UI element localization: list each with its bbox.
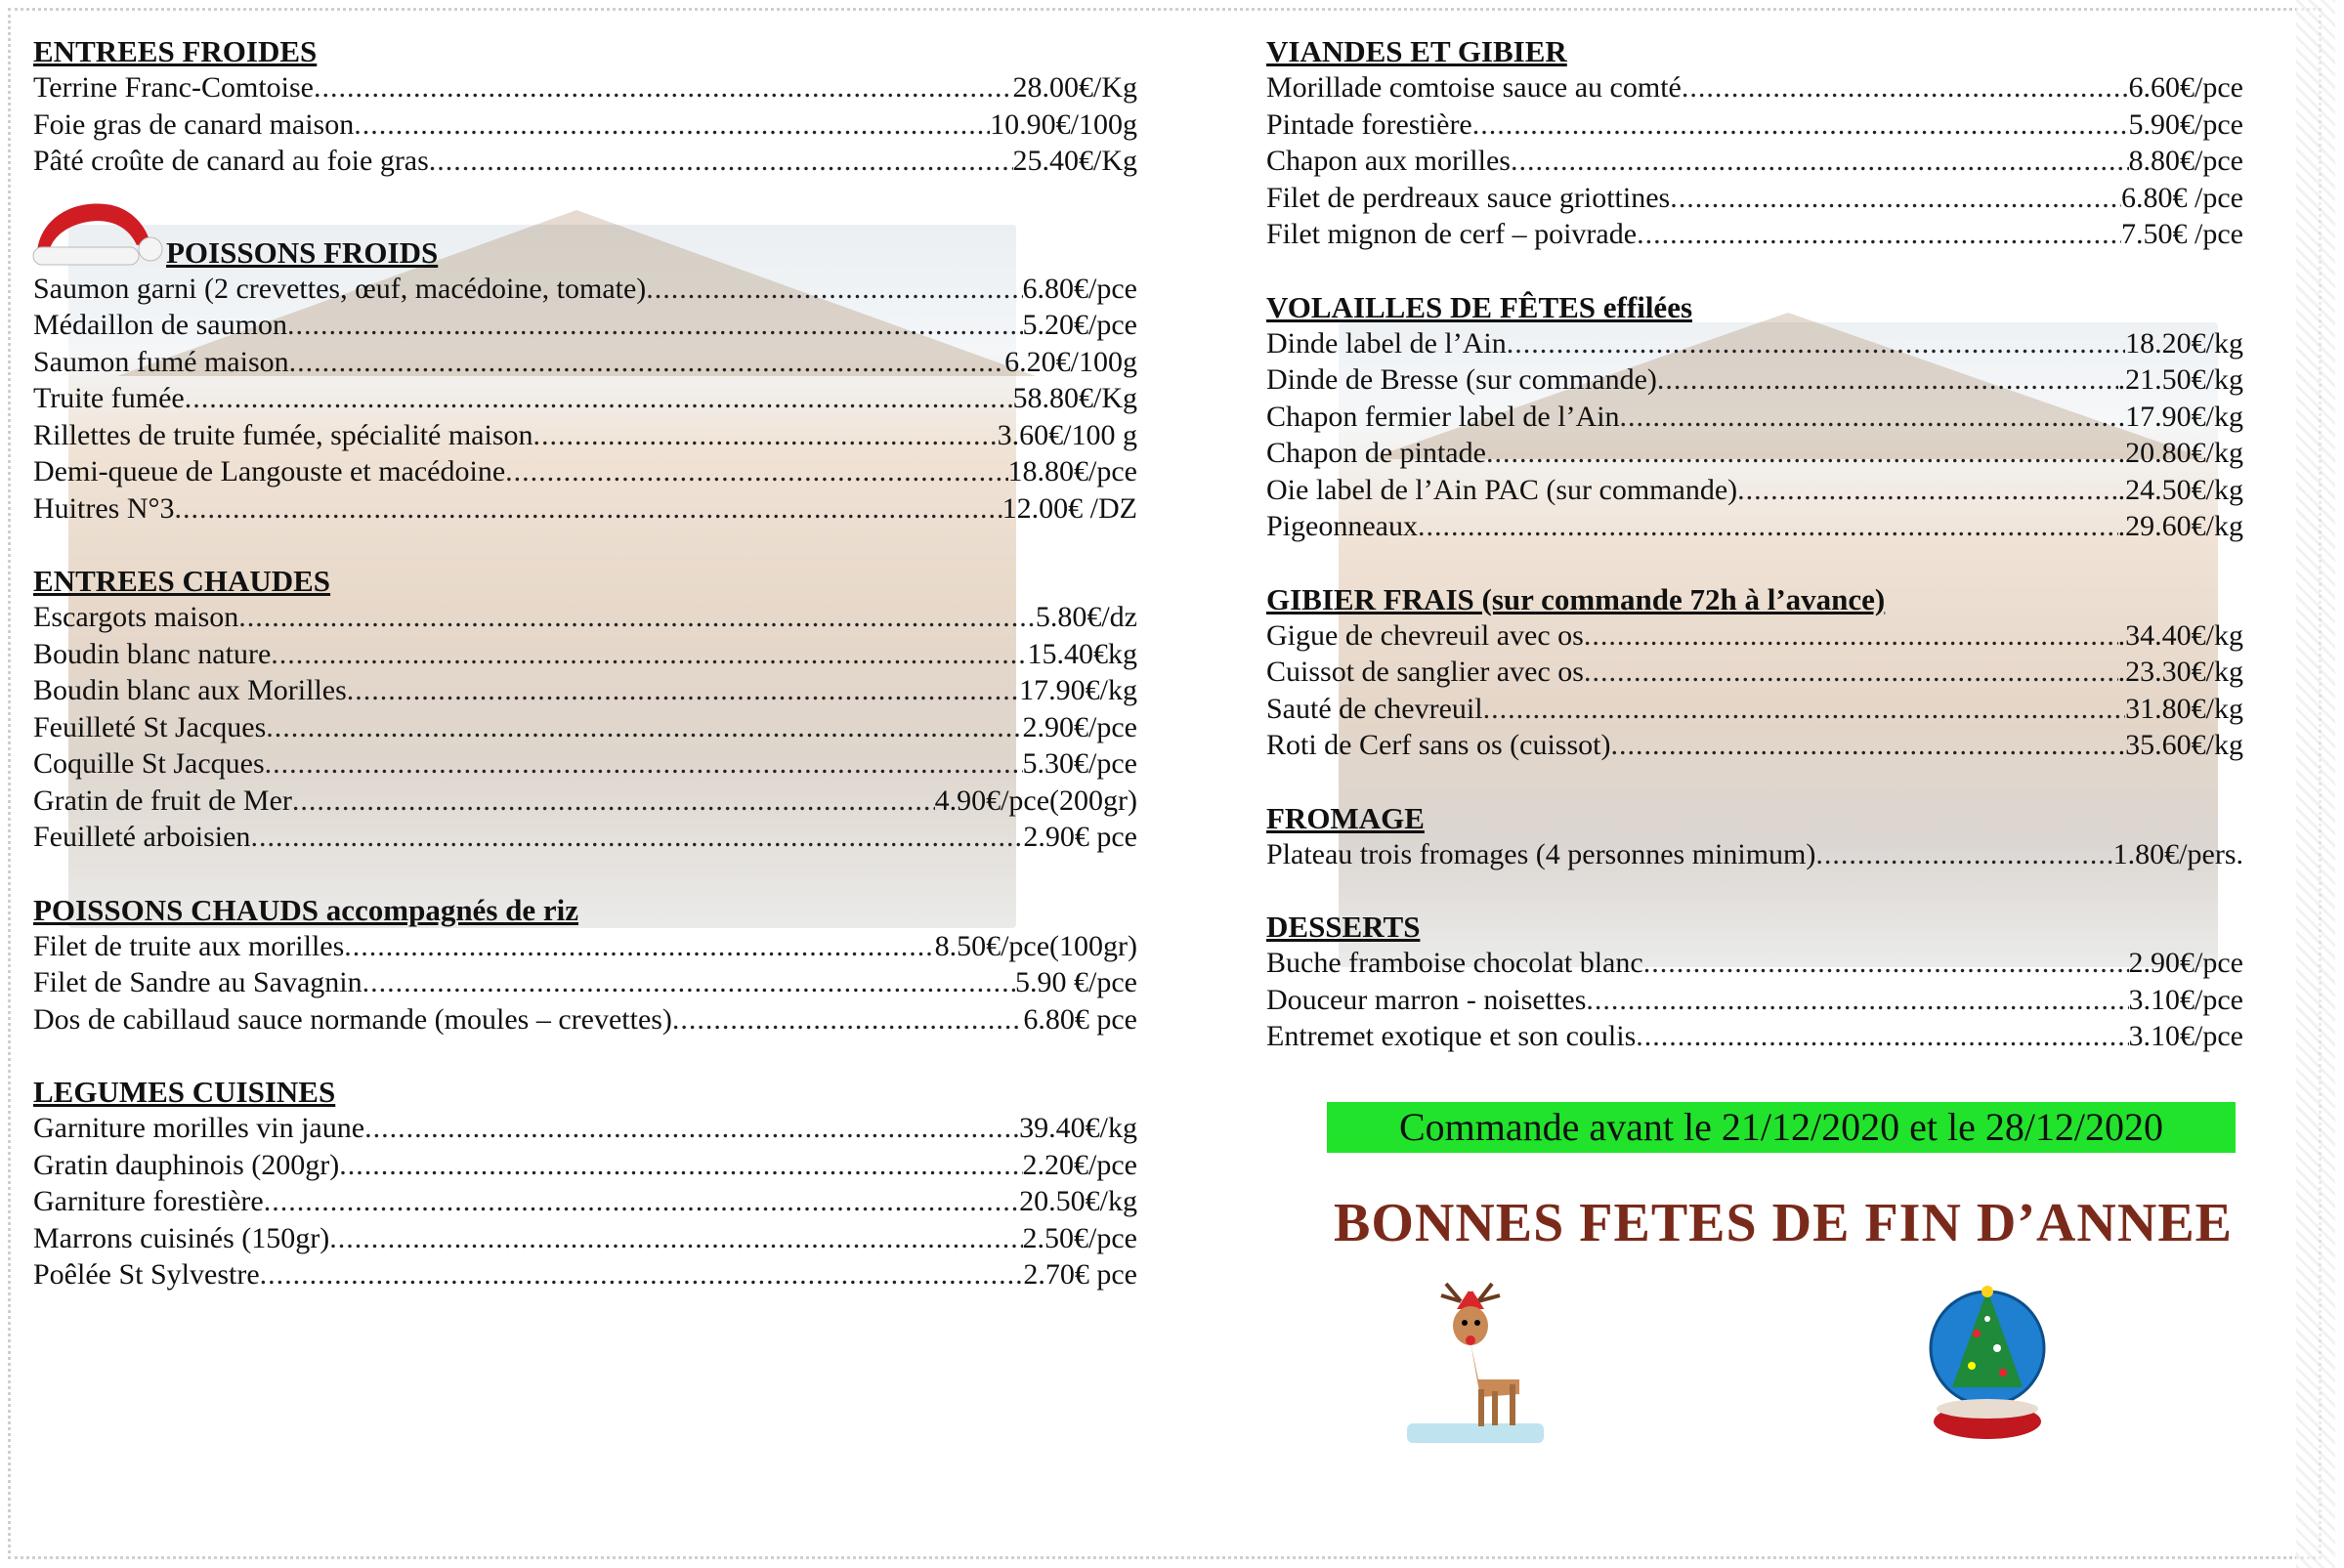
dot-leader [1637,216,2121,253]
item-price: 6.20€/100g [1004,345,1137,378]
menu-item [1266,399,2243,436]
item-price: 5.30€/pce [1022,747,1137,780]
item-name: Boudin blanc aux Morilles [33,674,347,706]
dot-leader [646,271,1022,308]
item-price: 6.80€ pce [1023,1002,1137,1036]
menu-section [33,1074,1137,1293]
item-price: 3.60€/100 g [997,418,1137,451]
item-name: Roti de Cerf sans os (cuissot) [1266,729,1611,761]
dot-leader [266,709,1022,746]
section-title: ENTREES FROIDES [33,34,318,68]
dot-leader [1657,361,2118,399]
dot-leader [238,599,1036,636]
item-name: Saumon garni (2 crevettes, œuf, macédoine, tomate) [33,272,647,305]
dot-leader [271,636,1027,673]
item-price: 10.90€/100g [990,107,1137,141]
section-heading [1266,909,2243,945]
item-price: 15.40€kg [1027,637,1137,670]
menu-left-column [33,33,1137,1330]
section-title: ENTREES CHAUDES [33,564,331,598]
item-name: Poêlée St Sylvestre [33,1258,260,1291]
menu-item [33,307,1137,344]
item-name: Sauté de chevreuil [1266,692,1483,725]
item-name: Médaillon de saumon [33,309,287,341]
item-name: Coquille St Jacques [33,747,265,780]
menu-item [1266,508,2243,545]
santa-hat-icon [29,192,166,271]
item-price: 1.80€/pers. [2112,837,2243,870]
dot-leader [362,964,1015,1001]
order-deadline-banner: Commande avant le 21/12/2020 et le 28/12/2020 [1327,1102,2236,1153]
menu-item [33,1001,1137,1038]
dot-leader [174,490,1002,528]
menu-item [33,819,1137,856]
item-price: 5.80€/dz [1035,601,1137,633]
menu-item [33,964,1137,1001]
dot-leader [265,745,1023,783]
section-title: VIANDES ET GIBIER [1266,34,1567,68]
item-price: 58.80€/Kg [1012,382,1137,414]
item-name: Foie gras de canard maison [33,107,355,141]
item-price: 18.20€/kg [2125,326,2243,360]
section-title: DESSERTS [1266,910,1421,944]
menu-item [33,1256,1137,1293]
menu-section [33,892,1137,1038]
item-price: 8.50€/pce(100gr) [934,929,1137,962]
item-name: Gratin de fruit de Mer [33,784,292,817]
menu-item [33,69,1137,106]
item-name: Garniture morilles vin jaune [33,1112,365,1144]
dot-leader [292,783,935,820]
dot-leader [1511,143,2129,180]
item-price: .35.60€/kg [2117,729,2243,761]
dot-leader [250,819,1023,856]
item-name: Morillade comtoise sauce au comté [1266,71,1682,104]
menu-section [1266,800,2243,873]
dot-leader [289,344,1005,381]
dot-leader [1483,691,2126,728]
dot-leader [1670,180,2121,217]
item-price: 2.90€/pce [2128,947,2243,979]
item-name: Filet de Sandre au Savagnin [33,966,362,998]
section-heading [1266,800,2243,836]
dot-leader [505,453,1007,490]
item-price: .21.50€/kg [2117,363,2243,396]
menu-item [1266,654,2243,691]
item-name: Cuissot de sanglier avec os [1266,656,1584,688]
item-price: 18.80€/pce [1007,455,1137,487]
item-price: .20.80€/kg [2117,437,2243,469]
menu-section [1266,33,2243,253]
item-price: 20.50€/kg [1019,1185,1137,1217]
item-name: Douceur marron - noisettes [1266,983,1587,1016]
item-name: Chapon aux morilles [1266,145,1511,177]
item-price: 2.90€/pce [1022,710,1137,743]
item-price: 8.80€/pce [2128,145,2243,177]
item-name: Huitres N°3 [33,491,175,525]
dot-leader [329,1220,1022,1257]
section-title: POISSONS FROIDS [166,234,439,270]
dot-leader [364,1110,1019,1147]
menu-item [1266,69,2243,106]
menu-section [1266,909,2243,1055]
dot-leader [1586,982,2128,1019]
menu-item [1266,180,2243,217]
menu-item [33,928,1137,965]
menu-section [33,192,1137,528]
item-name: Dinde de Bresse (sur commande) [1266,363,1657,396]
item-name: Pintade forestière [1266,107,1472,141]
item-name: Demi-queue de Langouste et macédoine [33,455,506,487]
section-title: FROMAGE [1266,800,1425,835]
menu-item [33,453,1137,490]
item-name: Terrine Franc-Comtoise [33,71,314,104]
menu-item [33,783,1137,820]
menu-section [1266,289,2243,545]
item-name: Dinde label de l’Ain [1266,326,1507,360]
item-price: 2.70€ pce [1023,1258,1137,1291]
item-price: 5.90 €/pce [1015,966,1137,998]
item-price: 31.80€/kg [2125,692,2243,725]
reindeer-icon [1402,1282,1549,1448]
menu-section [33,33,1137,180]
item-price: 12.00€ /DZ [1002,491,1137,525]
item-price: 17.90€/kg [1019,674,1137,706]
section-heading [1266,33,2243,69]
item-name: Chapon fermier label de l’Ain [1266,400,1620,433]
menu-item [1266,216,2243,253]
item-price: .23.30€/kg [2117,656,2243,688]
menu-item [1266,982,2243,1019]
item-price: .17.90€/kg [2117,400,2243,433]
menu-item [33,344,1137,381]
item-price: 25.40€/Kg [1012,145,1137,177]
menu-item [1266,435,2243,472]
item-price: 7.50€ /pce [2121,218,2243,250]
dot-leader [185,380,1013,417]
section-title: GIBIER FRAIS (sur commande 72h à l’avance) [1266,581,1886,616]
item-name: Chapon de pintade [1266,437,1486,469]
section-heading [1266,581,2243,617]
dot-leader [354,106,990,144]
dot-leader [1682,69,2129,106]
menu-section [33,563,1137,856]
item-price: 5.90€/pce [2128,107,2243,141]
item-price: 5.20€/pce [1022,309,1137,341]
dot-leader [260,1256,1024,1293]
section-heading [33,33,1137,69]
dot-leader [347,672,1019,709]
item-name: Escargots maison [33,601,239,633]
item-price: 6.80€ /pce [2121,181,2243,214]
item-name: Plateau trois fromages (4 personnes minimum) [1266,837,1816,870]
dot-leader [344,928,934,965]
section-title: LEGUMES CUISINES [33,1075,336,1109]
dot-leader [1507,325,2125,362]
menu-item [33,745,1137,783]
menu-section [1266,581,2243,764]
item-price: 39.40€/kg [1019,1112,1137,1144]
item-price: 3.10€/pce [2128,983,2243,1016]
item-price: .34.40€/kg [2117,618,2243,652]
menu-item [1266,143,2243,180]
section-heading [33,563,1137,599]
menu-item [33,1220,1137,1257]
dot-leader [287,307,1023,344]
item-name: Pigeonneaux [1266,510,1418,542]
section-heading [33,1074,1137,1110]
menu-item [33,599,1137,636]
section-heading [1266,289,2243,325]
item-name: Filet de truite aux morilles [33,929,345,962]
item-price: 2.20€/pce [1022,1148,1137,1181]
item-price: .24.50€/kg [2117,473,2243,506]
menu-item [33,1147,1137,1184]
menu-item [1266,106,2243,144]
dot-leader [1418,508,2118,545]
menu-item [33,380,1137,417]
dot-leader [1620,399,2118,436]
dot-leader [1584,654,2118,691]
item-price: 2.50€/pce [1022,1221,1137,1254]
item-name: Gratin dauphinois (200gr) [33,1148,340,1181]
menu-item [33,143,1137,180]
menu-item [1266,325,2243,362]
item-name: Boudin blanc nature [33,637,272,670]
item-name: Truite fumée [33,382,185,414]
item-name: Marrons cuisinés (150gr) [33,1221,330,1254]
item-name: Oie label de l’Ain PAC (sur commande) [1266,473,1738,506]
dot-leader [339,1147,1022,1184]
item-name: Pâté croûte de canard au foie gras [33,145,429,177]
dot-leader [429,143,1013,180]
season-greeting: BONNES FETES DE FIN D’ANNEE [1333,1193,2234,1253]
menu-item [1266,691,2243,728]
menu-item [33,106,1137,144]
item-name: Buche framboise chocolat blanc [1266,947,1643,979]
dot-leader [264,1183,1019,1220]
menu-item [33,417,1137,454]
item-price: 2.90€ pce [1023,821,1137,853]
item-price: 28.00€/Kg [1012,71,1137,104]
section-heading [33,892,1137,928]
dot-leader [533,417,998,454]
menu-item [1266,727,2243,764]
item-name: Rillettes de truite fumée, spécialité maison [33,418,533,451]
item-name: Garniture forestière [33,1185,264,1217]
item-name: Filet de perdreaux sauce griottines [1266,181,1671,214]
item-name: Entremet exotique et son coulis [1266,1020,1637,1052]
menu-item [33,672,1137,709]
dot-leader [314,69,1013,106]
item-price: .29.60€/kg [2117,510,2243,542]
dot-leader [1584,617,2118,655]
item-name: Saumon fumé maison [33,345,289,378]
dot-leader [1815,836,2112,873]
item-name: Dos de cabillaud sauce normande (moules – crevettes) [33,1002,672,1036]
dot-leader [1486,435,2118,472]
menu-item [1266,836,2243,873]
item-name: Gigue de chevreuil avec os [1266,618,1584,652]
menu-right-column [1266,33,2243,1091]
item-name: Filet mignon de cerf – poivrade [1266,218,1638,250]
dot-leader [1610,727,2117,764]
menu-item [33,1183,1137,1220]
dot-leader [1737,472,2118,509]
menu-item [1266,617,2243,655]
section-title: VOLAILLES DE FÊTES effilées [1266,289,1693,324]
menu-item [33,709,1137,746]
dot-leader [1636,1018,2128,1055]
item-name: Feuilleté arboisien [33,821,251,853]
item-price: 6.80€/pce [1022,272,1137,305]
menu-item [33,490,1137,528]
menu-item [33,271,1137,308]
christmas-tree-snowglobe-icon [1923,1280,2052,1446]
item-name: Feuilleté St Jacques [33,710,267,743]
dot-leader [672,1001,1023,1038]
menu-item [1266,472,2243,509]
menu-item [33,636,1137,673]
dot-leader [1472,106,2129,144]
item-price: 3.10€/pce [2128,1020,2243,1052]
menu-item [1266,1018,2243,1055]
item-price: 6.60€/pce [2128,71,2243,104]
menu-item [1266,361,2243,399]
section-heading [33,192,1137,271]
menu-item [33,1110,1137,1147]
item-price: 4.90€/pce(200gr) [934,784,1137,817]
menu-item [1266,945,2243,982]
section-title: POISSONS CHAUDS accompagnés de riz [33,892,579,927]
dot-leader [1643,945,2129,982]
page-border-pattern [2296,0,2335,1568]
